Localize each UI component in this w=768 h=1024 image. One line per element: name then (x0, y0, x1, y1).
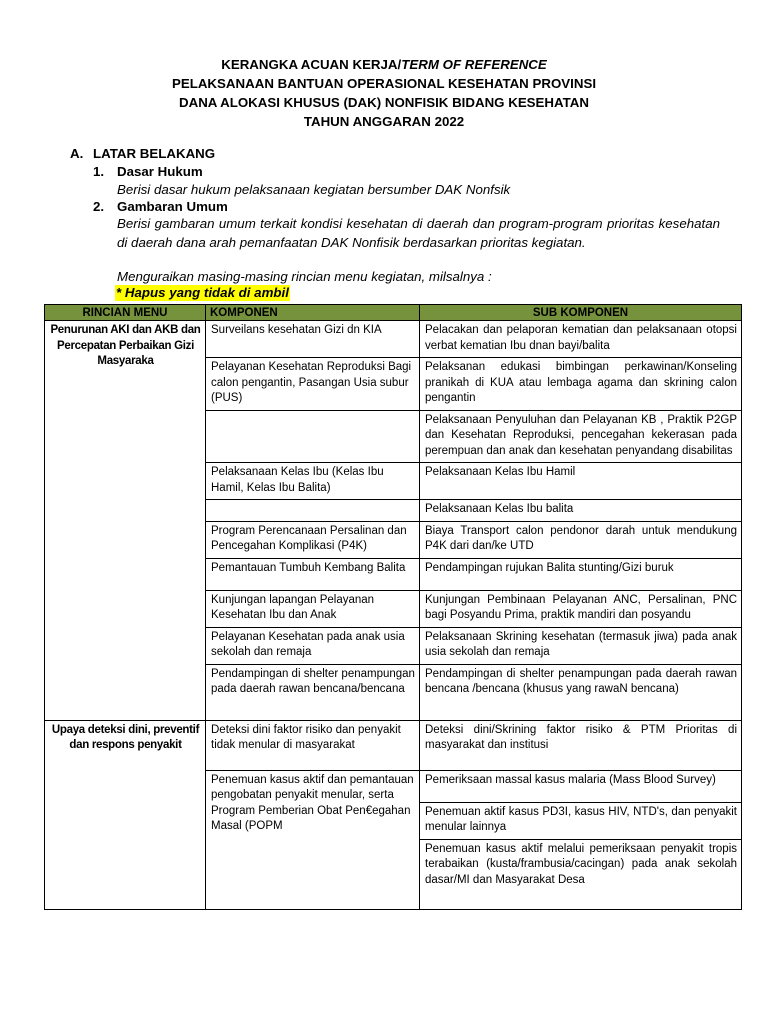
header-rincian-menu: RINCIAN MENU (45, 305, 206, 321)
sub-komponen-cell: Pelaksanan edukasi bimbingan perkawinan/Konseling pranikah di KUA atau lembaga agama dan skrining calon pengantin (420, 358, 742, 411)
table-row (45, 321, 742, 358)
komponen-cell: Pelayanan Kesehatan pada anak usia sekolah dan remaja (206, 627, 420, 664)
item-1-title: Dasar Hukum (117, 164, 203, 179)
doc-title-prefix: KERANGKA ACUAN KERJA/ (221, 57, 402, 72)
doc-title-line1 (0, 55, 768, 74)
doc-title-italic: TERM OF REFERENCE (401, 57, 547, 72)
highlight-note: * Hapus yang tidak di ambil (116, 285, 289, 300)
item-2-marker: 2. (93, 199, 105, 214)
sub-komponen-cell: Pelaksanaan Kelas Ibu balita (420, 500, 742, 522)
komponen-cell: Deteksi dini faktor risiko dan penyakit tidak menular di masyarakat (206, 720, 420, 770)
komponen-cell: Pendampingan di shelter penampungan pada daerah rawan bencana/bencana (206, 664, 420, 720)
item-1-text: Berisi dasar hukum pelaksanaan kegiatan bersumber DAK Nonfsik (117, 182, 511, 197)
komponen-cell (206, 410, 420, 463)
sub-komponen-cell: Pemeriksaan massal kasus malaria (Mass Blood Survey) (420, 770, 742, 802)
sub-komponen-cell: Pelaksanaan Skrining kesehatan (termasuk jiwa) pada anak usia sekolah dan remaja (420, 627, 742, 664)
menu-cell-aki: Penurunan AKI dan AKB dan Percepatan Perbaikan Gizi Masyaraka (45, 321, 206, 721)
doc-title-line3: DANA ALOKASI KHUSUS (DAK) NONFISIK BIDANG KESEHATAN (179, 95, 589, 110)
header-komponen: KOMPONEN (206, 305, 420, 321)
komponen-cell: Pemantauan Tumbuh Kembang Balita (206, 558, 420, 590)
doc-title-line2: PELAKSANAAN BANTUAN OPERASIONAL KESEHATAN PROVINSI (171, 76, 597, 91)
intro-text: Menguraikan masing-masing rincian menu kegiatan, milsalnya : (117, 269, 492, 284)
komponen-cell: Pelayanan Kesehatan Reproduksi Bagi calon pengantin, Pasangan Usia subur (PUS) (206, 358, 420, 411)
sub-komponen-cell: Penemuan aktif kasus PD3I, kasus HIV, NTD's, dan penyakit menular lainnya (420, 802, 742, 839)
menu-cell-deteksi: Upaya deteksi dini, preventif dan respons penyakit (45, 720, 206, 909)
sub-komponen-cell: Pelaksanaan Kelas Ibu Hamil (420, 463, 742, 500)
komponen-cell: Kunjungan lapangan Pelayanan Kesehatan Ibu dan Anak (206, 590, 420, 627)
section-a-title: LATAR BELAKANG (93, 146, 216, 161)
sub-komponen-cell: Kunjungan Pembinaan Pelayanan ANC, Persalinan, PNC bagi Posyandu Prima, praktik mandiri dan posyandu (420, 590, 742, 627)
sub-komponen-cell: Penemuan kasus aktif melalui pemeriksaan penyakit tropis terabaikan (kusta/frambusia/cacingan) pada anak sekolah dasar/MI dan Masyarakat Desa (420, 839, 742, 909)
sub-komponen-cell: Pelacakan dan pelaporan kematian dan pelaksanaan otopsi verbat kematian Ibu dnan bayi/balita (420, 321, 742, 358)
komponen-cell: Pelaksanaan Kelas Ibu (Kelas Ibu Hamil, Kelas Ibu Balita) (206, 463, 420, 500)
sub-komponen-cell: Pendampingan rujukan Balita stunting/Gizi buruk (420, 558, 742, 590)
sub-komponen-cell: Pelaksanaan Penyuluhan dan Pelayanan KB , Praktik P2GP dan Kesehatan Reproduksi, pencegahan kekerasan pada perempuan dan anak dan kesehatan penyandang disabilitas (420, 410, 742, 463)
komponen-cell (206, 500, 420, 522)
doc-title-line4: TAHUN ANGGARAN 2022 (303, 114, 465, 129)
sub-komponen-cell: Pendampingan di shelter penampungan pada daerah rawan bencana /bencana (khusus yang rawaN bencana) (420, 664, 742, 720)
item-1-marker: 1. (93, 164, 105, 179)
header-sub-komponen: SUB KOMPONEN (420, 305, 742, 321)
item-2-title: Gambaran Umum (117, 199, 228, 214)
item-2-text: Berisi gambaran umum terkait kondisi kesehatan di daerah dan program-program prioritas kesehatan di daerah dana arah pemanfaatan DAK Nonfisik berdasarkan prioritas kegiatan. (117, 216, 720, 250)
table-row (45, 720, 742, 770)
section-a-marker: A. (70, 146, 84, 161)
komponen-cell: Surveilans kesehatan Gizi dn KIA (206, 321, 420, 358)
komponen-cell: Penemuan kasus aktif dan pemantauan pengobatan penyakit menular, serta Program Pemberian Obat Pen€egahan Masal (POPM (206, 770, 420, 909)
sub-komponen-cell: Biaya Transport calon pendonor darah untuk mendukung P4K dari dan/ke UTD (420, 521, 742, 558)
sub-komponen-cell: Deteksi dini/Skrining faktor risiko & PTM Prioritas di masyarakat dan institusi (420, 720, 742, 770)
komponen-cell: Program Perencanaan Persalinan dan Pencegahan Komplikasi (P4K) (206, 521, 420, 558)
menu-table (44, 304, 742, 910)
table-header-row (45, 305, 742, 321)
